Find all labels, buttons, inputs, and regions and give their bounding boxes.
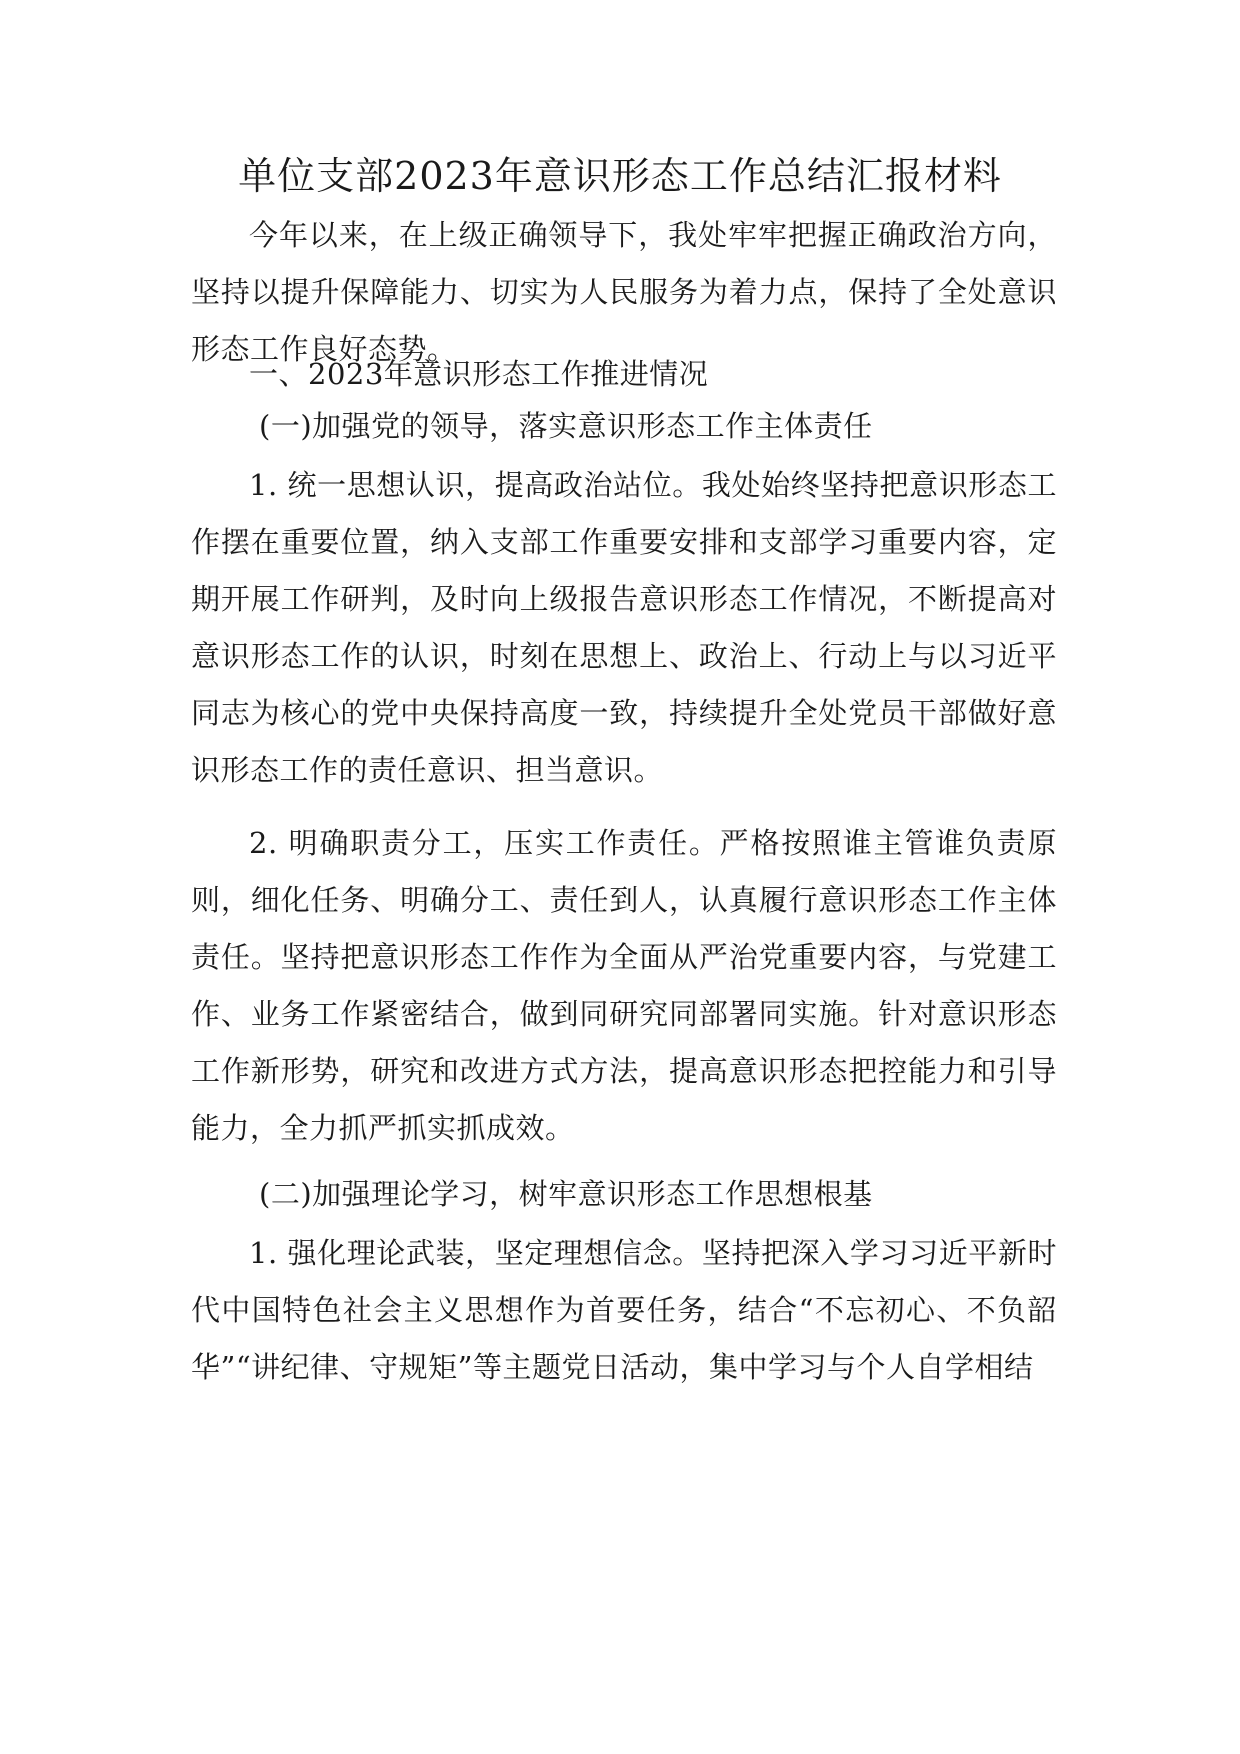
section-heading: 一、2023年意识形态工作推进情况 bbox=[249, 357, 709, 391]
subsection-heading: (一)加强党的领导，落实意识形态工作主体责任 bbox=[259, 409, 873, 443]
document-title: 单位支部2023年意识形态工作总结汇报材料 bbox=[238, 154, 1002, 198]
paragraph-item: 1. 强化理论武装，坚定理想信念。坚持把深入学习习近平新时代中国特色社会主义思想作为首要任务，结合“不忘初心、不负韶华”“讲纪律、守规矩”等主题党日活动，集中学习与个人自学相结 bbox=[191, 1236, 1057, 1384]
subsection-heading: (二)加强理论学习，树牢意识形态工作思想根基 bbox=[259, 1177, 873, 1211]
intro-paragraph: 今年以来，在上级正确领导下，我处牢牢把握正确政治方向，坚持以提升保障能力、切实为人民服务为着力点，保持了全处意识形态工作良好态势。 bbox=[191, 218, 1057, 366]
paragraph-item: 2. 明确职责分工，压实工作责任。严格按照谁主管谁负责原则，细化任务、明确分工、责任到人，认真履行意识形态工作主体责任。坚持把意识形态工作作为全面从严治党重要内容，与党建工作、业务工作紧密结合，做到同研究同部署同实施。针对意识形态工作新形势，研究和改进方式方法，提高意识形态把控能力和引导能力，全力抓严抓实抓成效。 bbox=[191, 826, 1057, 1145]
paragraph-item: 1. 统一思想认识，提高政治站位。我处始终坚持把意识形态工作摆在重要位置，纳入支部工作重要安排和支部学习重要内容，定期开展工作研判，及时向上级报告意识形态工作情况，不断提高对意识形态工作的认识，时刻在思想上、政治上、行动上与以习近平同志为核心的党中央保持高度一致，持续提升全处党员干部做好意识形态工作的责任意识、担当意识。 bbox=[191, 468, 1057, 787]
